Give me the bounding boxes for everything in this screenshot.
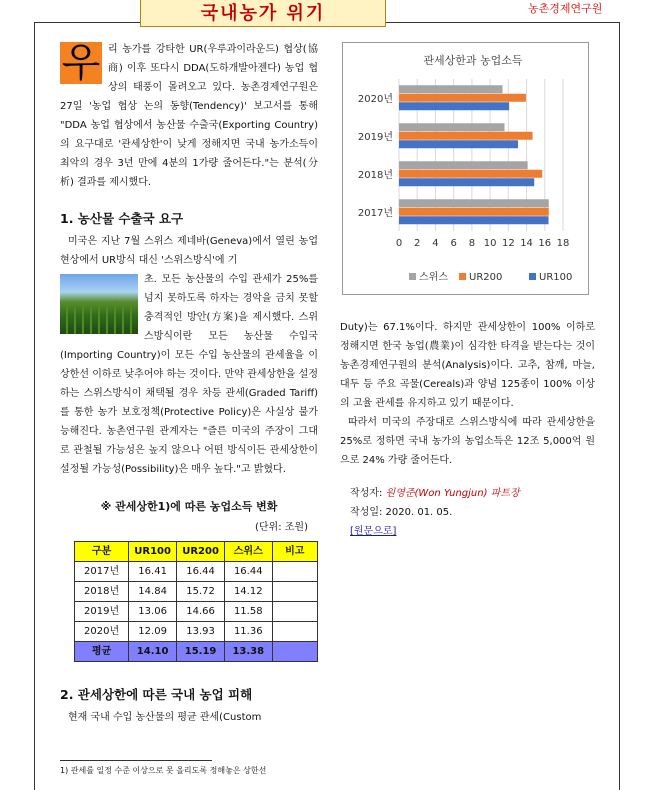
table-cell (272, 562, 318, 582)
section1-para-a: 미국은 지난 7월 스위스 제네바(Geneva)에서 열린 농업 현상에서 UR방식 대신 '스위스방식'에 기 (60, 236, 318, 266)
top-border-right (386, 22, 620, 23)
footnote: 1) 관세를 일정 수준 이상으로 못 올리도록 정해놓은 상한선 (60, 766, 267, 775)
table-cell: 15.19 (177, 642, 225, 662)
table-row (75, 562, 318, 582)
bar (399, 132, 533, 140)
table-cell: 12.09 (129, 622, 177, 642)
legend-swatch (409, 273, 416, 280)
x-tick-label: 10 (483, 238, 497, 249)
x-tick-label: 2 (414, 238, 421, 249)
table-cell: 16.44 (225, 562, 272, 582)
table-row (75, 622, 318, 642)
section2-para: 현재 국내 수입 농산물의 평균 관세(Custom (68, 712, 262, 723)
right-para1: Duty)는 67.1%이다. 하지만 관세상한이 100% 이하로 정해지면 한국 농업(農業)이 심각한 타격을 받는다는 것이 농촌경제연구원의 분석(Analysis)이다. 고추, 참깨, 마늘, 대두 등 주요 곡물(Cereals)과 양념 125종이 100% 이상의 고율 관세를 유지하고 있기 때문이다. (340, 322, 595, 409)
date-line: 작성일: 2020. 01. 05. (350, 507, 453, 518)
bar (399, 85, 503, 93)
table-cell: 13.38 (225, 642, 272, 662)
bar (399, 170, 542, 178)
table-cell: 2017년 (75, 562, 129, 582)
table-cell: 14.12 (225, 582, 272, 602)
table-cell: 16.44 (177, 562, 225, 582)
table-header-cell: UR200 (177, 542, 225, 562)
x-tick-label: 4 (432, 238, 439, 249)
footnote-divider (60, 760, 212, 761)
table-cell (272, 582, 318, 602)
x-tick-label: 8 (468, 238, 476, 249)
x-tick-label: 6 (450, 238, 457, 249)
table-row (75, 602, 318, 622)
bar (399, 94, 526, 102)
author-label: 작성자: (350, 488, 386, 499)
table-cell: 평균 (75, 642, 129, 662)
page-title: 국내농가 위기 (140, 0, 386, 27)
legend-swatch (459, 273, 466, 280)
table-cell: 11.58 (225, 602, 272, 622)
intro-paragraph (60, 40, 318, 192)
y-category-label: 2020년 (357, 94, 393, 105)
bar (399, 199, 549, 207)
y-category-label: 2018년 (357, 170, 393, 181)
legend-entry: 스위스 (419, 272, 448, 283)
legend-entry: UR200 (469, 272, 503, 283)
bar (399, 123, 505, 131)
y-category-label: 2017년 (357, 208, 393, 219)
table-header-cell: 구분 (75, 542, 129, 562)
table-cell: 2020년 (75, 622, 129, 642)
legend-entry: UR100 (539, 272, 573, 283)
section2-heading: 2. 관세상한에 따른 국내 농업 피해 (60, 687, 253, 702)
table-cell (272, 622, 318, 642)
table-title: ※ 관세상한1)에 따른 농업소득 변화 (100, 500, 278, 513)
source-link[interactable]: [원문으로] (350, 526, 397, 537)
table-cell: 11.36 (225, 622, 272, 642)
y-category-label: 2019년 (357, 132, 393, 143)
table-cell (272, 602, 318, 622)
right-column (340, 318, 595, 541)
right-border (619, 22, 620, 790)
table-cell: 13.93 (177, 622, 225, 642)
chart-title: 관세상한과 농업소득 (423, 54, 523, 67)
bar (399, 208, 549, 216)
table-row (75, 582, 318, 602)
chart-frame (342, 42, 589, 295)
table-cell (272, 642, 318, 662)
right-para2: 따라서 미국의 주장대로 스위스방식에 따라 관세상한을 25%로 정하면 국내 농가의 농업소득은 12조 5,000억 원으로 24% 가량 줄어든다. (340, 417, 595, 466)
table-cell: 13.06 (129, 602, 177, 622)
table-header-cell: 스위스 (225, 542, 272, 562)
section1-para-b (60, 270, 318, 479)
x-tick-label: 18 (556, 238, 570, 249)
author-name: 원영준(Won Yungjun) 파트장 (385, 488, 520, 499)
table-header-cell: UR100 (129, 542, 177, 562)
intro-text: 리 농가를 강타한 UR(우루과이라운드) 협상(協商) 이후 또다시 DDA(도하개발아젠다) 농업 협상의 태풍이 몰려오고 있다. 농촌경제연구원은 27일 '농업 협상 논의 동향(Tendency)' 보고서를 통해 "DDA 농업 협상에서 농산물 수출국(Exporting Country)의 요구대로 '관세상한'이 낮게 정해지면 국내 농가소득이 최악의 경우 3년 만에 4분의 1가량 줄어든다."는 분석(分析) 결과를 제시했다. (60, 44, 318, 188)
bar (399, 161, 528, 169)
income-table (74, 541, 318, 662)
top-border-left (34, 22, 140, 23)
x-tick-label: 12 (501, 238, 515, 249)
table-cell: 14.66 (177, 602, 225, 622)
legend-swatch (529, 273, 536, 280)
bar (399, 102, 509, 110)
bar (399, 178, 534, 186)
cornfield-image (60, 274, 138, 334)
section1-para-b-text: 초. 모든 농산물의 수입 관세가 25%를 넘지 못하도록 하자는 경악을 금치 못할 충격적인 방안(方案)을 제시했다. 스위스방식이란 모든 농산물 수입국(Importing Country)이 모든 수입 농산물의 관세율을 이 상한선 이하로 낮추어야 하는 것이다. 만약 관세상한을 설정하는 스위스방식이 채택될 경우 차등 관세(Graded Tariff)를 통한 농가 보호정책(Protective Policy)은 사실상 불가능해진다. 농촌연구원 관계자는 "즐른 미국의 주장이 그대로 관철될 가능성은 높지 않으나 어떤 방식이든 관세상한이 설정될 가능성(Possibility)은 매우 높다."고 밝혔다. (60, 274, 318, 475)
source-line (340, 522, 595, 541)
table-header-cell: 비고 (272, 542, 318, 562)
drop-cap: 우 (61, 40, 101, 86)
bar (399, 140, 518, 148)
income-bar-chart (343, 43, 588, 294)
table-cell: 2018년 (75, 582, 129, 602)
table-cell: 16.41 (129, 562, 177, 582)
header-tag: 농촌경제연구원 (528, 2, 603, 15)
table-cell: 14.84 (129, 582, 177, 602)
author-line (340, 484, 595, 503)
bar (399, 216, 549, 224)
table-header-row (75, 542, 318, 562)
table-cell: 2019년 (75, 602, 129, 622)
table-average-row (75, 642, 318, 662)
section1-heading: 1. 농산물 수출국 요구 (60, 211, 184, 226)
x-tick-label: 16 (538, 238, 552, 249)
left-column (60, 40, 318, 727)
table-cell: 14.10 (129, 642, 177, 662)
x-tick-label: 14 (520, 238, 533, 249)
table-cell: 15.72 (177, 582, 225, 602)
left-border (34, 22, 35, 790)
x-tick-label: 0 (395, 238, 403, 249)
table-unit: (단위: 조원) (255, 522, 308, 533)
